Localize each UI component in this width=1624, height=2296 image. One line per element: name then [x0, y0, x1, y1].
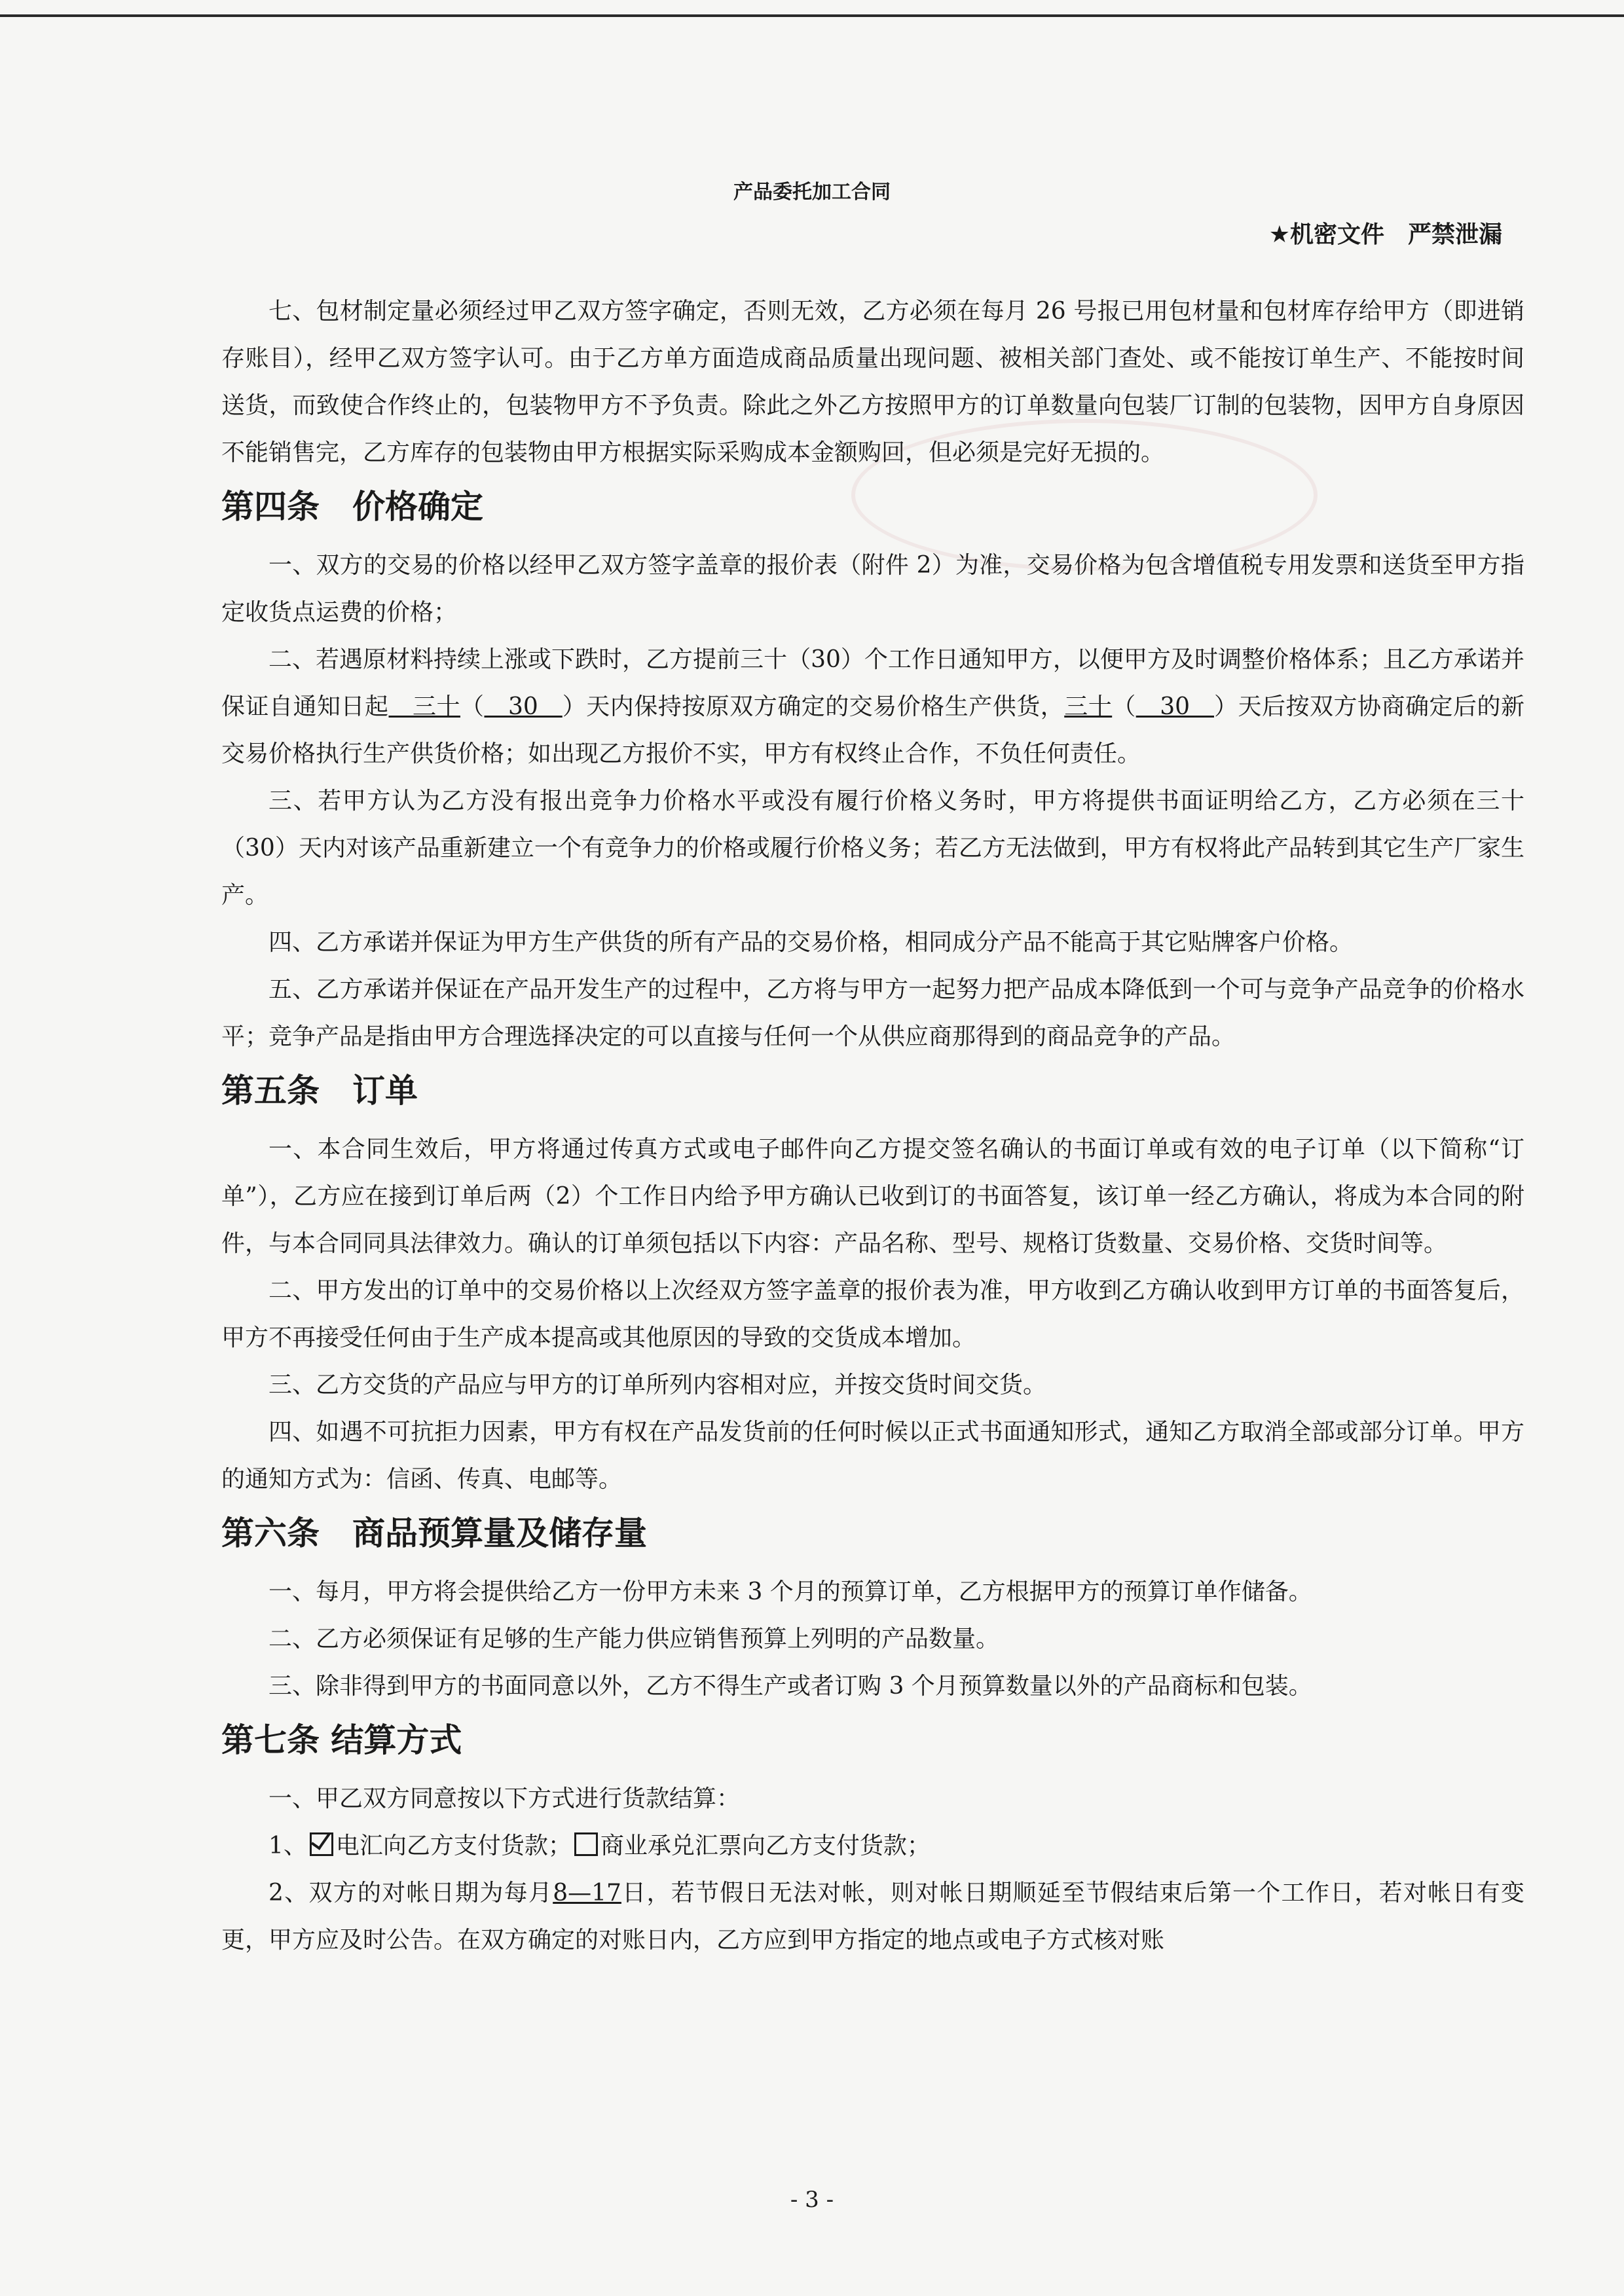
article-7-heading: 第七条 结算方式 — [221, 1721, 462, 1759]
filled-blank: 8—17 — [553, 1880, 621, 1906]
article-6-item-3: 三、除非得到甲方的书面同意以外，乙方不得生产或者订购 3 个月预算数量以外的产品商标和包装。 — [268, 1673, 1312, 1700]
article-4-item-3: 三、若甲方认为乙方没有报出竞争力价格水平或没有履行价格义务时，甲方将提供书面证明给乙方，乙方必须在三十（30）天内对该产品重新建立一个有竞争力的价格或履行价格义务；若乙方无法做到，甲方有权将此产品转到其它生产厂家生产。 — [221, 788, 1524, 909]
article-5-item-2: 二、甲方发出的订单中的交易价格以上次经双方签字盖章的报价表为准，甲方收到乙方确认收到甲方订单的书面答复后，甲方不再接受任何由于生产成本提高或其他原因的导致的交货成本增加。 — [221, 1277, 1524, 1351]
confidential-notice: ★机密文件 严禁泄漏 — [1268, 221, 1502, 248]
article-5-item-4: 四、如遇不可抗拒力因素，甲方有权在产品发货前的任何时候以正式书面通知形式，通知乙方取消全部或部分订单。甲方的通知方式为：信函、传真、电邮等。 — [221, 1419, 1524, 1493]
document-title: 产品委托加工合同 — [733, 181, 891, 204]
scan-top-border — [0, 14, 1624, 17]
article-4-heading: 第四条 价格确定 — [221, 488, 483, 526]
contract-body — [221, 288, 1524, 1964]
article-4-item-5: 五、乙方承诺并保证在产品开发生产的过程中，乙方将与甲方一起努力把产品成本降低到一个可与竞争产品竞争的价格水平；竞争产品是指由甲方合理选择决定的可以直接与任何一个从供应商那得到的商品竞争的产品。 — [221, 976, 1524, 1050]
filled-blank: 三十 — [388, 693, 460, 720]
unchecked-checkbox-icon — [574, 1832, 598, 1856]
filled-blank: 三十 — [1064, 693, 1113, 720]
clause-3-item-7: 七、包材制定量必须经过甲乙双方签字确定，否则无效，乙方必须在每月 26 号报已用包材量和包材库存给甲方（即进销存账目），经甲乙双方签字认可。由于乙方单方面造成商品质量出现问题、被相关部门查处、或不能按订单生产、不能按时间送货，而致使合作终止的，包装物甲方不予负责。除此之外乙方按照甲方的订单数量向包装厂订制的包装物，因甲方自身原因不能销售完，乙方库存的包装物由甲方根据实际采购成本金额购回，但必须是完好无损的。 — [221, 298, 1524, 466]
article-5-item-1: 一、本合同生效后，甲方将通过传真方式或电子邮件向乙方提交签名确认的书面订单或有效的电子订单（以下简称“订单”），乙方应在接到订单后两（2）个工作日内给予甲方确认已收到订的书面答复，该订单一经乙方确认，将成为本合同的附件，与本合同同具法律效力。确认的订单须包括以下内容：产品名称、型号、规格订货数量、交易价格、交货时间等。 — [221, 1136, 1524, 1257]
article-4-item-1: 一、双方的交易的价格以经甲乙双方签字盖章的报价表（附件 2）为准，交易价格为包含增值税专用发票和送货至甲方指定收货点运费的价格； — [221, 552, 1524, 626]
filled-blank: 30 — [484, 693, 563, 720]
text-segment: 日，若节假日无法对帐，则对帐日期顺延至节假结束后第一个工作日，若对帐日有变更，甲方应及时公告。在双方确定的对账日内，乙方应到甲方指定的地点或电子方式核对账 — [221, 1880, 1524, 1954]
option-commercial-draft: 商业承兑汇票向乙方支付货款； — [600, 1832, 931, 1859]
text-segment: 2、双方的对帐日期为每月 — [268, 1880, 553, 1906]
text-segment: ）天内保持按原双方确定的交易价格生产供货， — [562, 693, 1065, 720]
article-4-item-4: 四、乙方承诺并保证为甲方生产供货的所有产品的交易价格，相同成分产品不能高于其它贴牌客户价格。 — [268, 929, 1354, 956]
text-segment: （ — [460, 693, 485, 720]
text-segment: ）天后按双方协商确定后的新交易价格执行生产供货价格；如出现乙方报价不实，甲方有权终止合作，不负任何责任。 — [221, 693, 1524, 767]
article-7-item-1: 一、甲乙双方同意按以下方式进行货款结算： — [268, 1785, 741, 1812]
page-number: - 3 - — [790, 2187, 834, 2213]
text-segment: （ — [1112, 693, 1136, 720]
article-4-item-2 — [221, 636, 1524, 778]
text-segment: 1、 — [268, 1832, 307, 1859]
option-wire-transfer: 电汇向乙方支付货款； — [335, 1832, 572, 1859]
article-7-payment-options — [221, 1823, 1524, 1870]
checked-checkbox-icon — [310, 1832, 333, 1856]
article-7-item-2 — [221, 1870, 1524, 1964]
article-6-item-1: 一、每月，甲方将会提供给乙方一份甲方未来 3 个月的预算订单，乙方根据甲方的预算订单作储备。 — [268, 1578, 1312, 1605]
article-6-item-2: 二、乙方必须保证有足够的生产能力供应销售预算上列明的产品数量。 — [268, 1626, 1000, 1652]
article-6-heading: 第六条 商品预算量及储存量 — [221, 1514, 647, 1552]
article-5-item-3: 三、乙方交货的产品应与甲方的订单所列内容相对应，并按交货时间交货。 — [268, 1372, 1047, 1398]
text-segment: 二、若遇原材料持续上涨或下跌时，乙方提前三十（30）个工作日通知甲方，以便甲方及时调整价格体系；且乙方承诺并保证自通知日起 — [221, 646, 1524, 720]
filled-blank: 30 — [1135, 693, 1214, 720]
article-5-heading: 第五条 订单 — [221, 1072, 418, 1110]
